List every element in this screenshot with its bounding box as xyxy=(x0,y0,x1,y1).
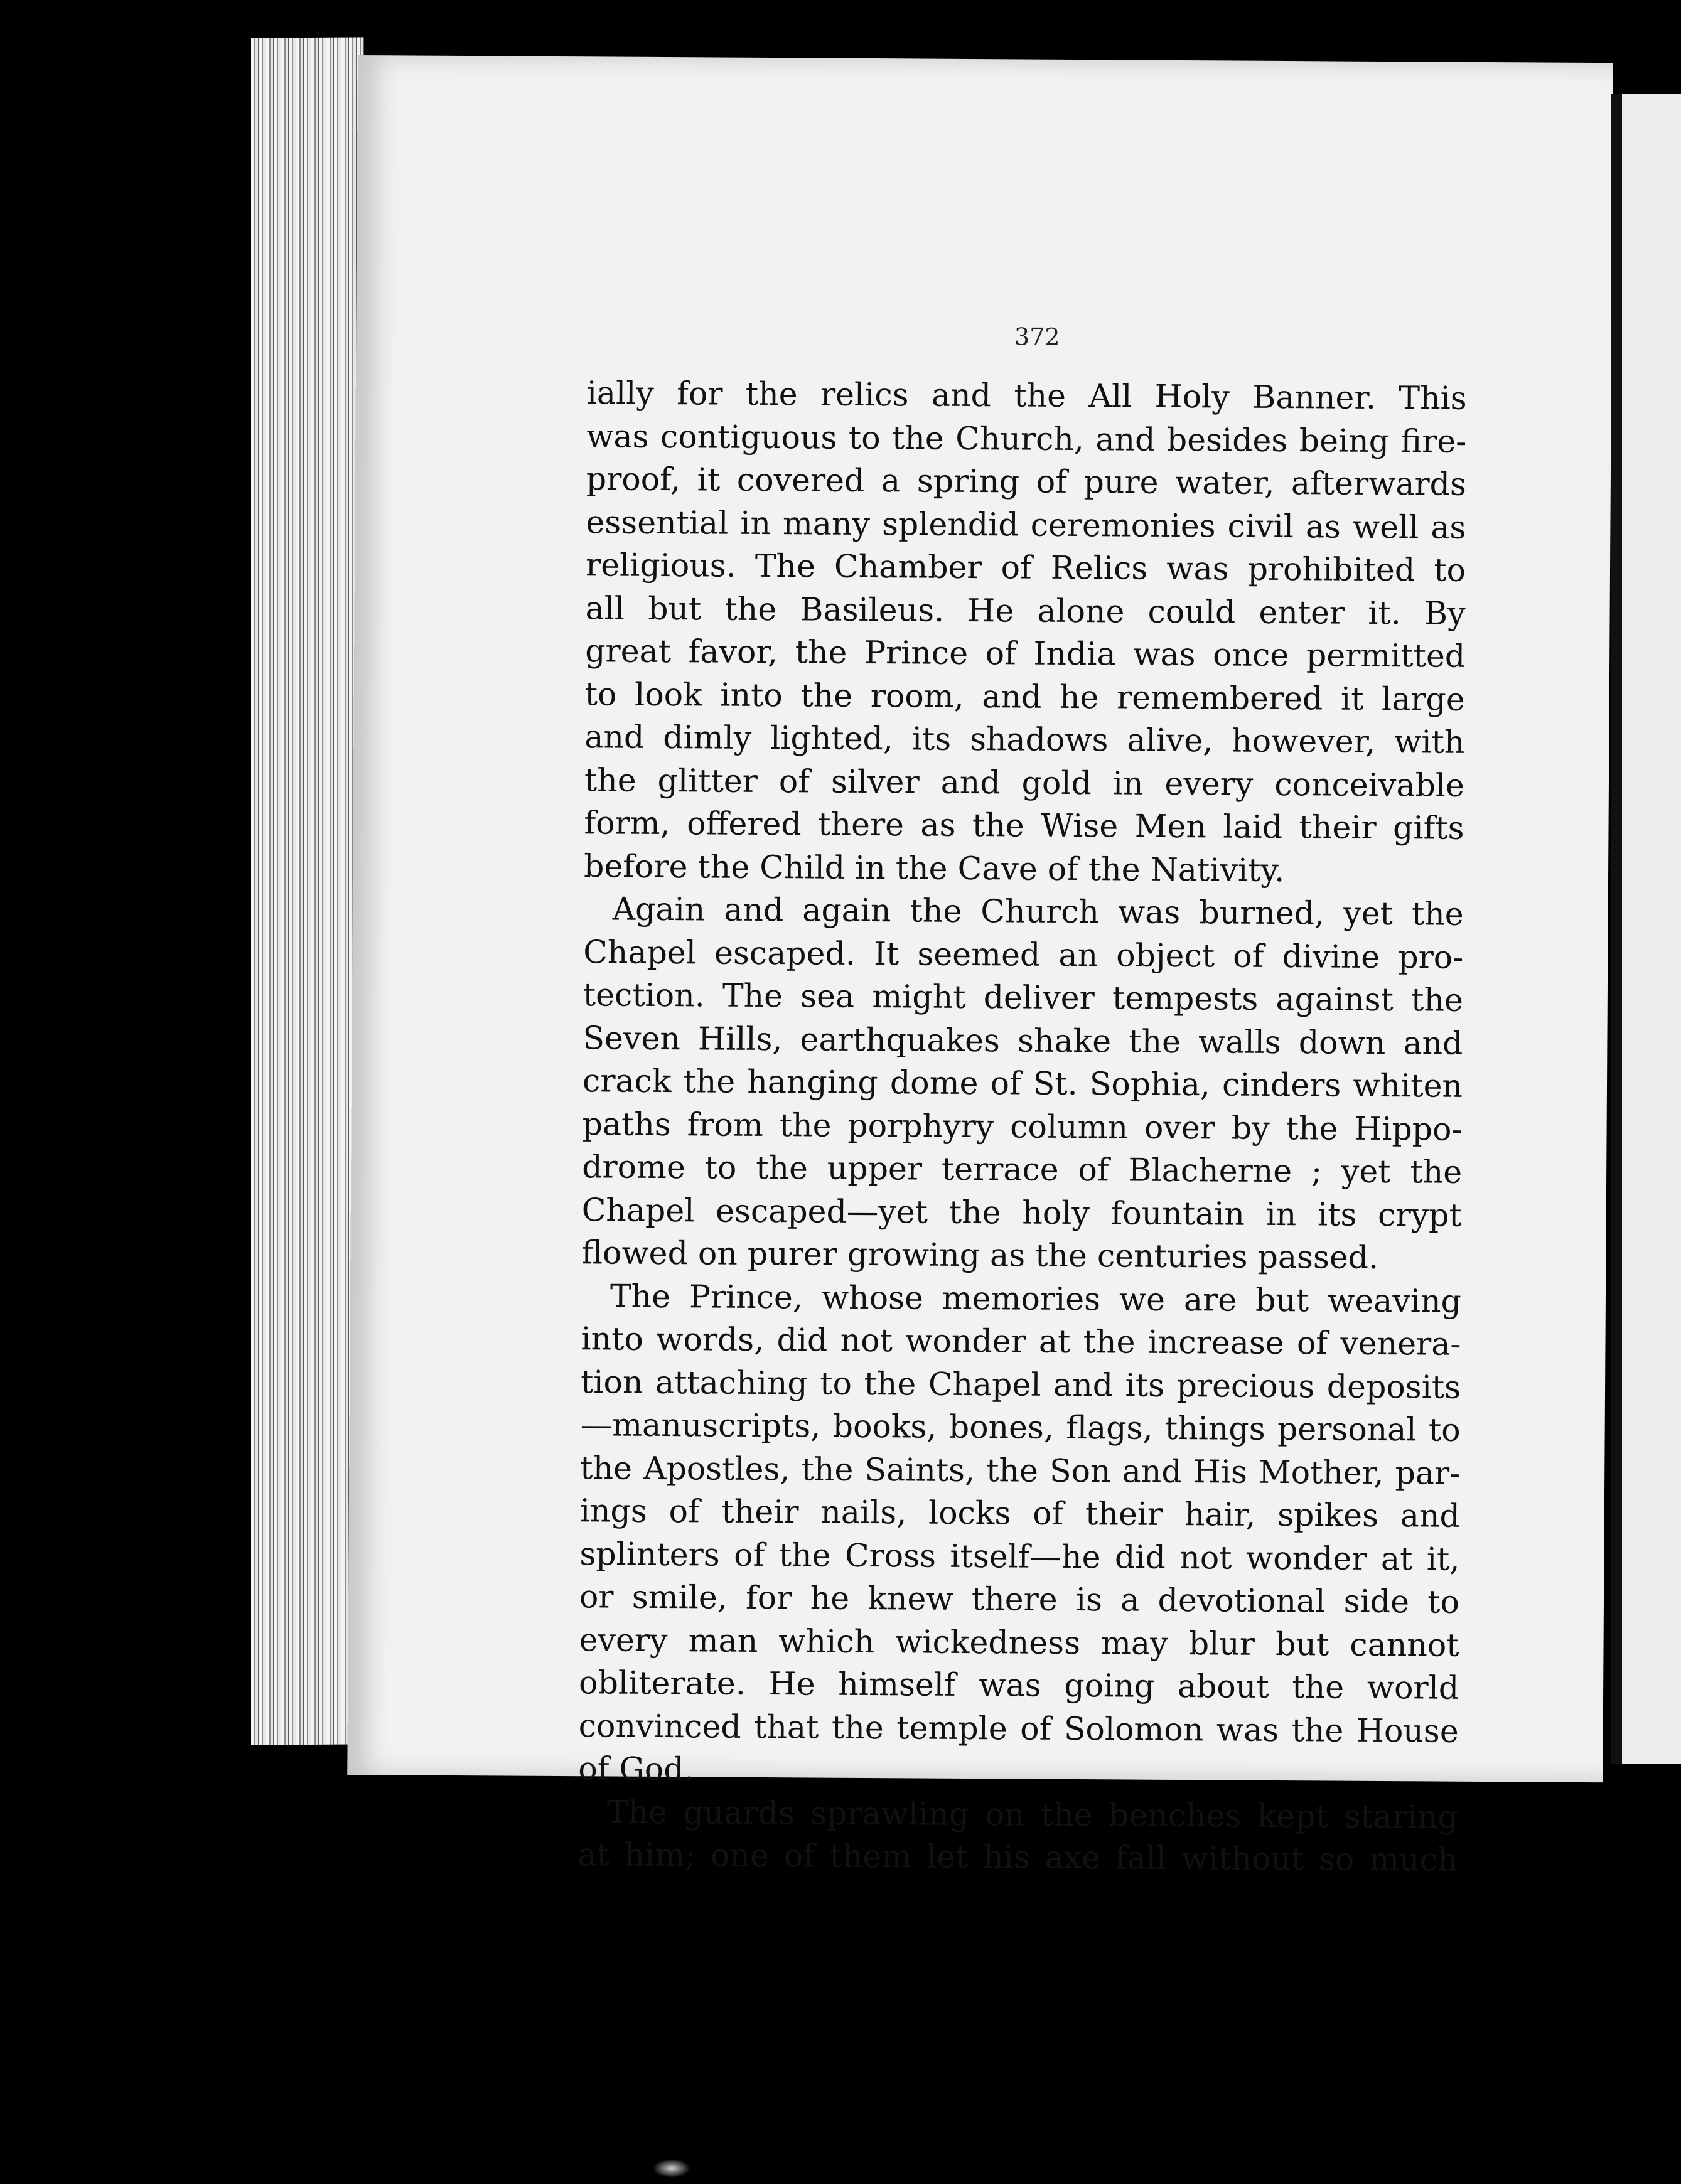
text-line: the glitter of silver and gold in every conceivable xyxy=(584,761,1465,804)
text-line: obliterate. He himself was going about the world xyxy=(578,1664,1459,1706)
text-line: —manuscripts, books, bones, flags, things personal to xyxy=(580,1406,1461,1448)
text-line: to look into the room, and he remembered it large xyxy=(584,675,1465,718)
text-line: splinters of the Cross itself—he did not wonder at it, xyxy=(579,1534,1460,1578)
text-line: convinced that the temple of Solomon was the House xyxy=(578,1706,1459,1750)
text-line: proof, it covered a spring of pure water, afterwards xyxy=(586,460,1467,503)
text-line: paths from the porphyry column over by the Hippo- xyxy=(582,1105,1463,1148)
text-line: Chapel escaped. It seemed an object of divine pro- xyxy=(583,933,1464,976)
page-number: 372 xyxy=(1014,323,1060,351)
text-line: Seven Hills, earthquakes shake the walls down and xyxy=(583,1019,1463,1062)
text-line: tection. The sea might deliver tempests against the xyxy=(583,976,1464,1019)
text-line: Chapel escaped—yet the holy fountain in its crypt xyxy=(581,1191,1462,1234)
scan-artifact xyxy=(653,2159,690,2178)
text-line: every man which wickedness may blur but cannot xyxy=(579,1620,1459,1664)
text-line: flowed on purer growing as the centuries passed. xyxy=(581,1234,1379,1276)
text-line: before the Child in the Cave of the Nativity. xyxy=(583,847,1285,889)
text-line: form, offered there as the Wise Men laid their gifts xyxy=(584,804,1464,847)
text-line: all but the Basileus. He alone could enter it. By xyxy=(585,589,1466,632)
text-line: ings of their nails, locks of their hair, spikes and xyxy=(579,1492,1460,1534)
text-line: and dimly lighted, its shadows alive, however, with xyxy=(584,718,1465,761)
text-line: into words, did not wonder at the increase of venera- xyxy=(581,1320,1461,1362)
text-line: essential in many splendid ceremonies civil as well as xyxy=(586,503,1466,546)
text-line: of God. xyxy=(578,1750,694,1788)
text-line: or smile, for he knew there is a devotional side to xyxy=(579,1578,1460,1620)
text-line: at him; one of them let his axe fall without so much xyxy=(577,1836,1458,1878)
text-line: Again and again the Church was burned, yet the xyxy=(612,890,1464,933)
page-text xyxy=(577,372,1467,1882)
text-line: tion attaching to the Chapel and its precious deposits xyxy=(580,1362,1461,1406)
text-line: religious. The Chamber of Relics was prohibited to xyxy=(585,546,1466,589)
text-line: crack the hanging dome of St. Sophia, cinders whiten xyxy=(582,1062,1463,1105)
text-line: great favor, the Prince of India was once permitted xyxy=(585,632,1466,675)
book-page-edges xyxy=(251,37,364,1745)
text-line: drome to the upper terrace of Blacherne ; yet the xyxy=(582,1148,1463,1191)
text-line: The guards sprawling on the benches kept staring xyxy=(606,1792,1459,1836)
text-line: the Apostles, the Saints, the Son and His Mother, par- xyxy=(580,1448,1461,1492)
facing-page-edge xyxy=(1611,94,1681,1764)
text-line: was contiguous to the Church, and besides being fire- xyxy=(586,417,1467,460)
text-line: The Prince, whose memories we are but weaving xyxy=(610,1277,1462,1320)
text-line: ially for the relics and the All Holy Banner. This xyxy=(586,374,1467,417)
book-page xyxy=(347,55,1613,1878)
